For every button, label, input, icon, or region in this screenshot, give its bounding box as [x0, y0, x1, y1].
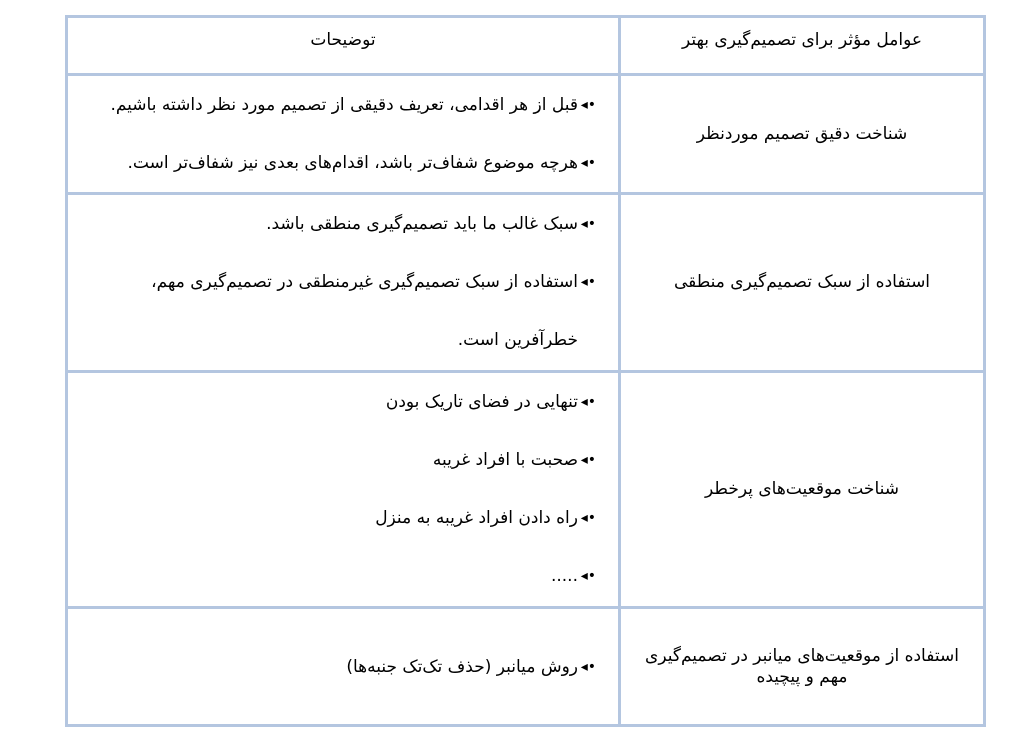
table-row	[67, 75, 985, 194]
list-item	[78, 489, 596, 547]
factor-label: شناخت دقیق تصمیم موردنظر	[696, 123, 908, 144]
list-item	[78, 195, 596, 253]
bullet-arrow-icon: •◂	[580, 658, 596, 675]
list-item	[78, 76, 596, 134]
description-cell	[67, 608, 620, 726]
list-item	[78, 373, 596, 431]
list-item-text: سبک غالب ما باید تصمیم‌گیری منطقی باشد.	[266, 214, 578, 234]
bullet-arrow-icon: •◂	[580, 568, 596, 584]
description-cell	[67, 372, 620, 608]
list-item-text: صحبت با افراد غریبه	[432, 450, 578, 470]
list-item-text: استفاده از سبک تصمیم‌گیری غیرمنطقی در تصمیم‌گیری مهم، خطرآفرین است.	[151, 272, 578, 350]
header-factors	[620, 17, 985, 75]
list-item-text: روش میانبر (حذف تک‌تک جنبه‌ها)	[346, 656, 578, 677]
list-item-text: قبل از هر اقدامی، تعریف دقیقی از تصمیم مورد نظر داشته باشیم.	[110, 95, 578, 115]
bullet-list	[78, 76, 596, 192]
factor-cell	[620, 372, 985, 608]
header-descriptions	[67, 17, 620, 75]
list-item-text: هرچه موضوع شفاف‌تر باشد، اقدام‌های بعدی نیز شفاف‌تر است.	[127, 153, 578, 173]
description-cell	[67, 75, 620, 194]
bullet-list	[78, 373, 596, 605]
decision-factors-table	[65, 15, 986, 727]
list-item-text: راه دادن افراد غریبه به منزل	[375, 508, 578, 528]
factor-cell	[620, 75, 985, 194]
list-item	[78, 638, 596, 696]
description-cell	[67, 194, 620, 372]
list-item	[78, 431, 596, 489]
bullet-arrow-icon: •◂	[580, 155, 596, 171]
list-item-text: .....	[550, 566, 578, 586]
factor-cell	[620, 194, 985, 372]
table-row	[67, 194, 985, 372]
bullet-arrow-icon: •◂	[580, 510, 596, 526]
bullet-arrow-icon: •◂	[580, 274, 596, 290]
header-factors-label: عوامل مؤثر برای تصمیم‌گیری بهتر	[681, 30, 923, 50]
table-row	[67, 372, 985, 608]
factor-label: شناخت موقعیت‌های پرخطر	[705, 479, 899, 500]
list-item	[78, 253, 596, 369]
header-descriptions-label: توضیحات	[310, 30, 376, 50]
table-row	[67, 608, 985, 726]
list-item	[78, 547, 596, 605]
list-item	[78, 134, 596, 192]
bullet-arrow-icon: •◂	[580, 452, 596, 468]
bullet-list	[78, 638, 596, 696]
factor-label: استفاده از سبک تصمیم‌گیری منطقی	[673, 272, 931, 293]
factor-label: استفاده از موقعیت‌های میانبر در تصمیم‌گیری مهم و پیچیده	[645, 646, 959, 687]
bullet-arrow-icon: •◂	[580, 216, 596, 232]
bullet-arrow-icon: •◂	[580, 394, 596, 410]
factor-cell	[620, 608, 985, 726]
table-header-row	[67, 17, 985, 75]
list-item-text: تنهایی در فضای تاریک بودن	[385, 392, 578, 412]
bullet-list	[78, 195, 596, 369]
bullet-arrow-icon: •◂	[580, 97, 596, 113]
